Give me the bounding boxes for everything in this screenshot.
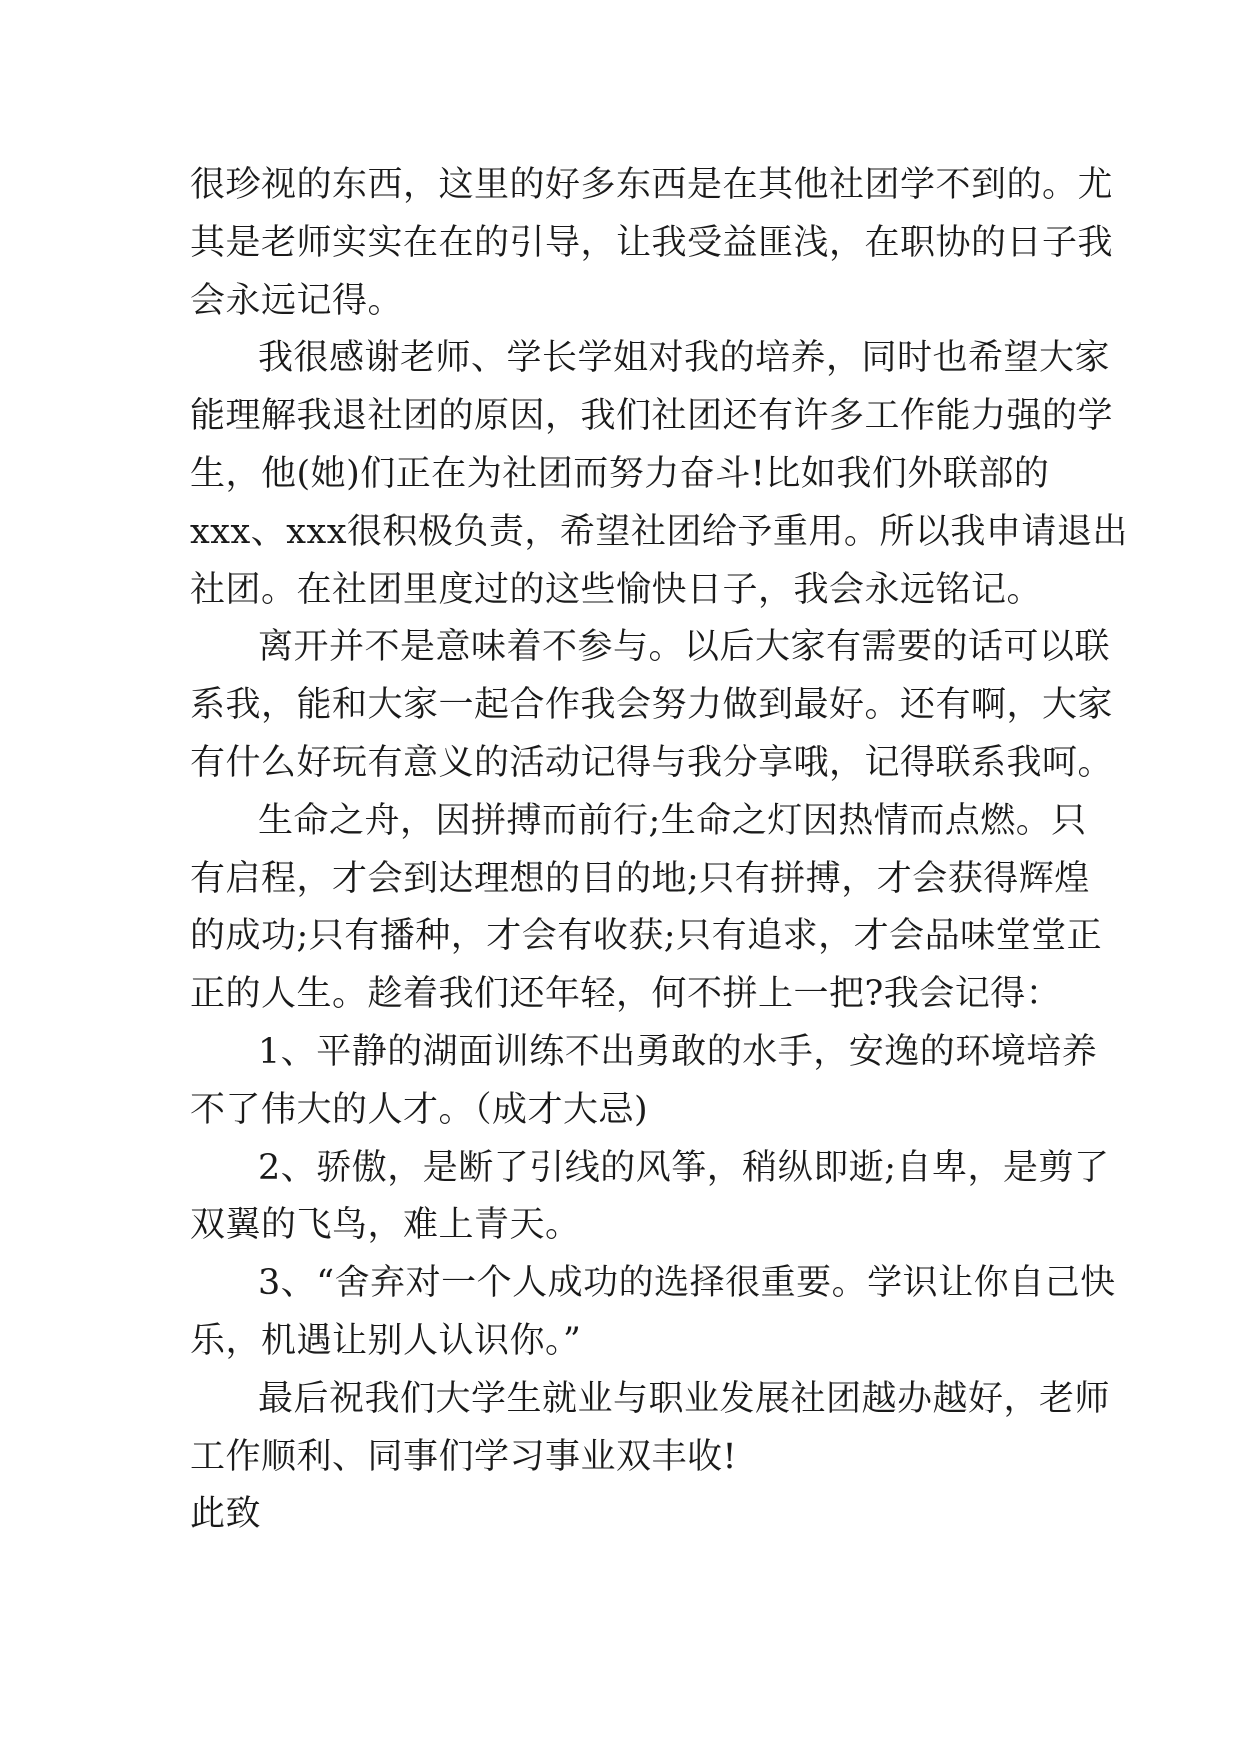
text-line: 的成功;只有播种，才会有收获;只有追求，才会品味堂堂正 [190, 916, 1103, 957]
text-line: 有什么好玩有意义的活动记得与我分享哦，记得联系我呵。 [190, 742, 1114, 783]
paragraph-start-line: 3、“舍弃对一个人成功的选择很重要。学识让你自己快 [258, 1263, 1116, 1304]
paragraph-start-line: 离开并不是意味着不参与。以后大家有需要的话可以联 [258, 627, 1111, 668]
text-line: 很珍视的东西，这里的好多东西是在其他社团学不到的。尤 [190, 165, 1114, 205]
text-line: 会永远记得。 [190, 280, 404, 321]
paragraph-start-line: 生命之舟，因拼搏而前行;生命之灯因热情而点燃。只 [258, 800, 1087, 841]
text-line: 其是老师实实在在的引导，让我受益匪浅，在职协的日子我 [190, 222, 1114, 263]
text-line: 双翼的飞鸟，难上青天。 [190, 1205, 581, 1246]
text-line: 系我，能和大家一起合作我会努力做到最好。还有啊，大家 [190, 685, 1114, 726]
letter-body [190, 157, 1128, 1544]
paragraph-start-line: 最后祝我们大学生就业与职业发展社团越办越好，老师 [258, 1378, 1111, 1419]
text-line: 乐，机遇让别人认识你。” [190, 1320, 582, 1361]
text-line: 工作顺利、同事们学习事业双丰收! [190, 1436, 738, 1477]
paragraph-start-line: 2、骄傲，是断了引线的风筝，稍纵即逝;自卑，是剪了 [258, 1147, 1110, 1188]
text-line: 有启程，才会到达理想的目的地;只有拼搏，才会获得辉煌 [190, 858, 1090, 899]
text-line: 正的人生。趁着我们还年轻，何不拼上一把?我会记得： [190, 974, 1062, 1015]
text-line: 能理解我退社团的原因，我们社团还有许多工作能力强的学 [190, 396, 1114, 437]
paragraph-start-line: 1、平静的湖面训练不出勇敢的水手，安逸的环境培养 [258, 1031, 1098, 1072]
text-line: 生，他(她)们正在为社团而努力奋斗!比如我们外联部的 [190, 453, 1050, 494]
paragraph-start-line: 我很感谢老师、学长学姐对我的培养，同时也希望大家 [258, 338, 1111, 379]
closing-salutation: 此致 [190, 1494, 262, 1535]
text-line: 社团。在社团里度过的这些愉快日子，我会永远铭记。 [190, 569, 1043, 610]
text-line: 不了伟大的人才。（成才大忌) [190, 1089, 649, 1130]
text-line: xxx、xxx很积极负责，希望社团给予重用。所以我申请退出 [190, 511, 1128, 552]
